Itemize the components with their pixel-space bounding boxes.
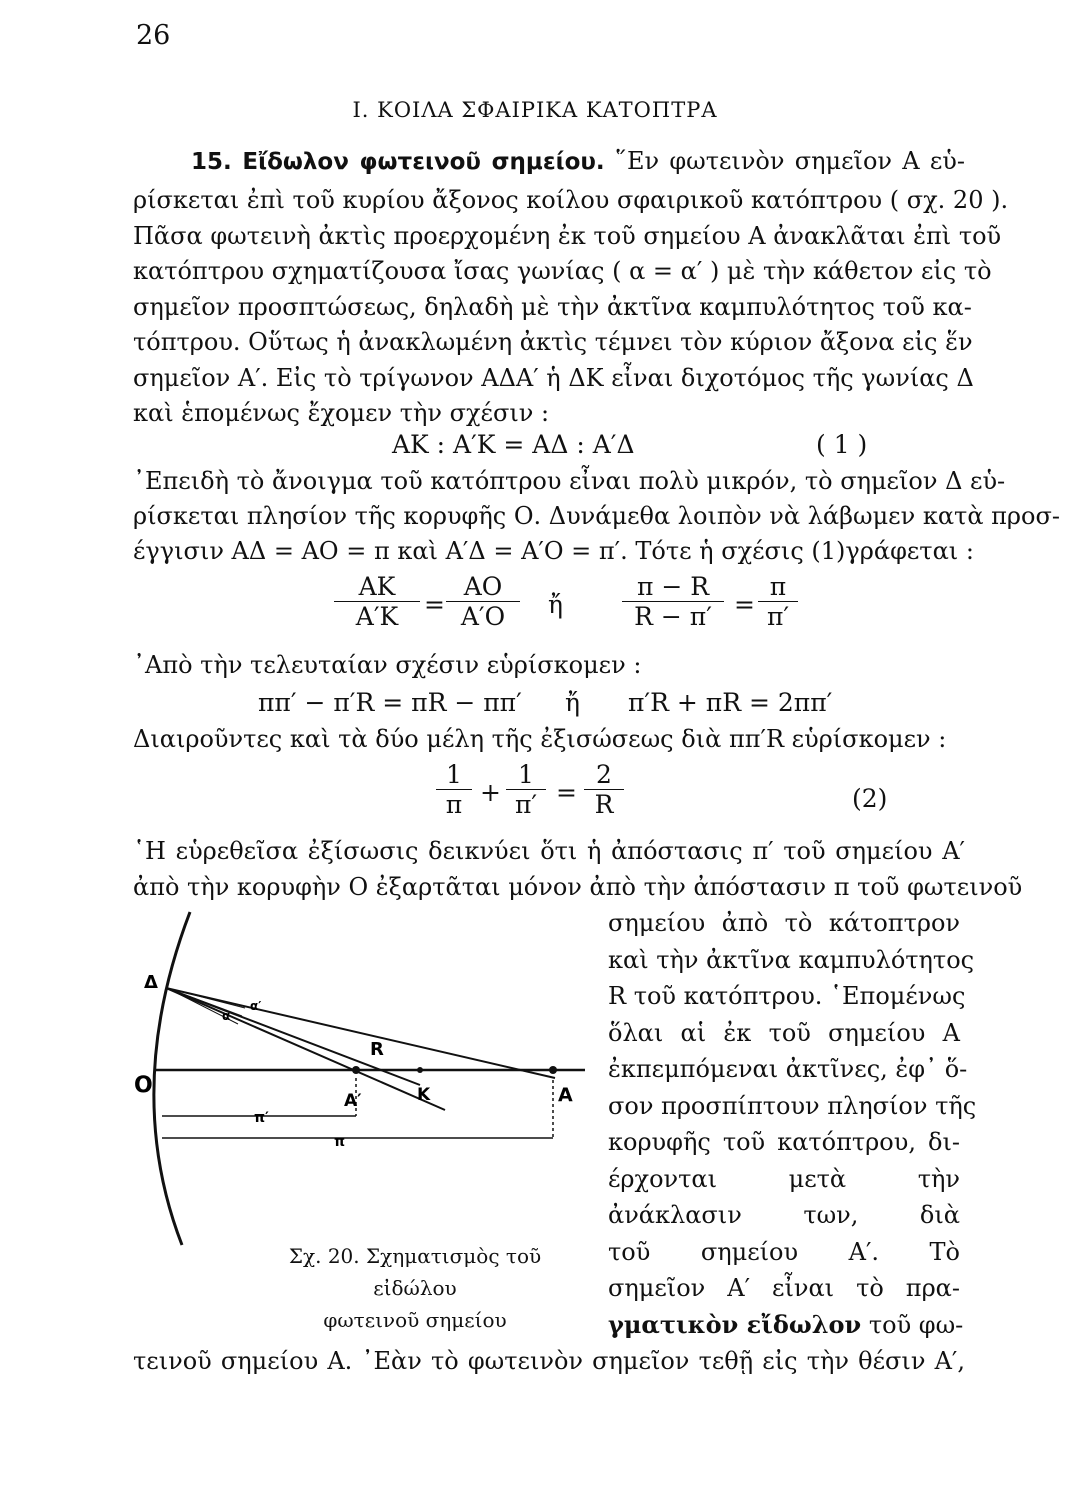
- label-pi: π: [334, 1134, 346, 1150]
- text-line: ὅλαι αἱ ἐκ τοῦ σημείου Α: [608, 1018, 960, 1047]
- section-first-line: [191, 146, 965, 177]
- equals-sign: =: [424, 590, 445, 619]
- text-line: έγγισιν ΑΔ = ΑΟ = π καὶ Α′Δ = Α′Ο = π′. Τότε ἡ σχέσις (1)γράφεται :: [133, 537, 974, 565]
- frac-1-pi-prime: [506, 760, 546, 819]
- section-title: 15. Εἴδωλον φωτεινοῦ σημείου.: [191, 149, 605, 175]
- frac-1-pi-prime-num: 1: [518, 760, 534, 789]
- point-a-prime: [352, 1066, 360, 1074]
- label-r: R: [370, 1039, 384, 1060]
- text-line: ἀπὸ τὴν κορυφὴν Ο ἐξαρτᾶται μόνον ἀπὸ τὴν ἀπόστασιν π τοῦ φωτεινοῦ: [133, 873, 1023, 901]
- text-line: ἐκπεμπόμεναι ἀκτῖνες, ἐφ᾿ ὅ-: [608, 1055, 968, 1083]
- label-delta: Δ: [144, 972, 158, 993]
- frac-2-r-den: R: [584, 789, 624, 819]
- incident-ray: [166, 988, 555, 1078]
- text-line: ἀνάκλασιν των, διὰ: [608, 1201, 960, 1229]
- text-line: R τοῦ κατόπτρου. ῾Επομένως: [608, 982, 966, 1010]
- text-line: Πᾶσα φωτεινὴ ἀκτὶς προερχομένη ἐκ τοῦ σημείου Α ἀνακλᾶται ἐπὶ τοῦ: [133, 221, 1002, 250]
- chapter-heading: I. ΚΟΙΛΑ ΣΦΑΙΡΙΚΑ ΚΑΤΟΠΤΡΑ: [352, 98, 718, 122]
- equation-1: ΑΚ : Α′Κ = ΑΔ : Α′Δ: [392, 430, 635, 459]
- equals-sign: =: [556, 778, 577, 807]
- text-line: ᾿Απὸ τὴν τελευταίαν σχέσιν εὑρίσκομεν :: [133, 651, 642, 679]
- ratio-pi-r-num: π − R: [636, 572, 710, 601]
- frac-2-r: [584, 760, 624, 819]
- text-line: ρίσκεται ἐπὶ τοῦ κυρίου ἄξονος κοίλου σφαιρικοῦ κατόπτρου ( σχ. 20 ).: [133, 186, 1009, 214]
- text-line: σημεῖον προσπτώσεως, δηλαδὴ μὲ τὴν ἀκτῖνα καμπυλότητος τοῦ κα-: [133, 292, 972, 321]
- equation-3-right: π′R + πR = 2ππ′: [628, 688, 833, 717]
- or-word: ἤ: [548, 590, 563, 619]
- frac-1-pi-prime-den: π′: [506, 789, 546, 819]
- ratio-pi-den: π′: [758, 601, 798, 631]
- text-line: Διαιροῦντες καὶ τὰ δύο μέλη τῆς ἐξισώσεως διὰ ππ′R εὑρίσκομεν :: [133, 725, 947, 753]
- text-line: κορυφῆς τοῦ κατόπτρου, δι-: [608, 1128, 960, 1156]
- text-line: σημεῖον Α′. Εἰς τὸ τρίγωνον ΑΔΑ′ ἡ ΔΚ εἶναι διχοτόμος τῆς γωνίας Δ: [133, 363, 974, 392]
- caption-line-1: Σχ. 20. Σχηματισμὸς τοῦ εἰδώλου: [288, 1244, 542, 1300]
- mirror-figure: [130, 900, 600, 1260]
- text-line: τεινοῦ σημείου Α. ᾿Εὰν τὸ φωτεινὸν σημεῖον τεθῇ εἰς τὴν θέσιν Α′,: [133, 1347, 965, 1375]
- text-line: σημεῖον Α′ εἶναι τὸ πρα-: [608, 1274, 960, 1302]
- label-alpha: α: [222, 1009, 231, 1023]
- reflected-ray: [166, 988, 445, 1110]
- label-o: Ο: [134, 1073, 153, 1098]
- text-line: καὶ ἑπομένως ἔχομεν τὴν σχέσιν :: [133, 399, 550, 427]
- bold-term: γματικὸν εἴδωλον: [608, 1310, 862, 1339]
- ratio-ak-num: ΑΚ: [358, 572, 396, 601]
- frac-2-r-num: 2: [596, 760, 612, 789]
- point-a: [549, 1066, 557, 1074]
- ratio-ao: [446, 572, 520, 631]
- mirror-arc: [154, 912, 190, 1245]
- ratio-pi-r-den: R − π′: [622, 601, 724, 631]
- text-line: τόπτρου. Οὕτως ἡ ἀνακλωμένη ἀκτὶς τέμνει τὸν κύριον ἄξονα εἰς ἕν: [133, 328, 973, 356]
- ratio-pi-num: π: [769, 572, 787, 601]
- equation-2-label: (2): [852, 784, 888, 813]
- label-a-prime: Α′: [344, 1091, 362, 1111]
- label-a: Α: [558, 1084, 573, 1106]
- plus-sign: +: [480, 778, 501, 807]
- text-line: ᾿Επειδὴ τὸ ἄνοιγμα τοῦ κατόπτρου εἶναι πολὺ μικρόν, τὸ σημεῖον Δ εὑ-: [133, 467, 1006, 495]
- frac-1-pi-den: π: [436, 789, 472, 819]
- ratio-ak-den: Α′Κ: [334, 601, 420, 631]
- text-line: σον προσπίπτουν πλησίον τῆς: [608, 1091, 977, 1120]
- point-k: [417, 1067, 423, 1073]
- ratio-pi: [758, 572, 798, 631]
- text-line: ῾Η εὑρεθεῖσα ἐξίσωσις δεικνύει ὅτι ἡ ἀπόστασις π′ τοῦ σημείου Α′: [133, 837, 965, 865]
- text-line-bold: [608, 1310, 964, 1340]
- bold-term-rest: τοῦ φω-: [868, 1311, 964, 1339]
- caption-line-2: φωτεινοῦ σημείου: [323, 1308, 507, 1332]
- text-line: έρχονται μετὰ τὴν: [608, 1164, 960, 1193]
- or-word: ἤ: [565, 688, 580, 717]
- ratio-pi-r: [622, 572, 724, 631]
- equation-1-label: ( 1 ): [816, 430, 868, 459]
- text-line: τοῦ σημείου Α′. Τὸ: [608, 1237, 960, 1266]
- label-k: Κ: [417, 1085, 431, 1105]
- text-line: ρίσκεται πλησίον τῆς κορυφῆς Ο. Δυνάμεθα λοιπὸν νὰ λάβωμεν κατὰ προσ-: [133, 502, 1060, 530]
- text-line: καὶ τὴν ἀκτῖνα καμπυλότητος: [608, 945, 975, 974]
- ratio-ao-num: ΑΟ: [463, 572, 503, 601]
- label-alpha-prime: α′: [250, 999, 262, 1013]
- page-number: 26: [136, 20, 171, 51]
- ratio-ao-den: Α′Ο: [446, 601, 520, 631]
- frac-1-pi-num: 1: [446, 760, 462, 789]
- section-opening: ῞Εν φωτεινὸν σημεῖον Α εὑ-: [614, 147, 965, 175]
- text-line: κατόπτρου σχηματίζουσα ἴσας γωνίας ( α = α′ ) μὲ τὴν κάθετον εἰς τὸ: [133, 257, 992, 285]
- label-pi-prime: π′: [254, 1110, 269, 1126]
- figure-caption: [255, 1240, 575, 1336]
- frac-1-pi: [436, 760, 472, 819]
- equals-sign: =: [734, 590, 755, 619]
- ratio-ak: [334, 572, 420, 631]
- text-line: σημείου ἀπὸ τὸ κάτοπτρον: [608, 909, 960, 937]
- equation-3-left: ππ′ − π′R = πR − ππ′: [258, 688, 522, 717]
